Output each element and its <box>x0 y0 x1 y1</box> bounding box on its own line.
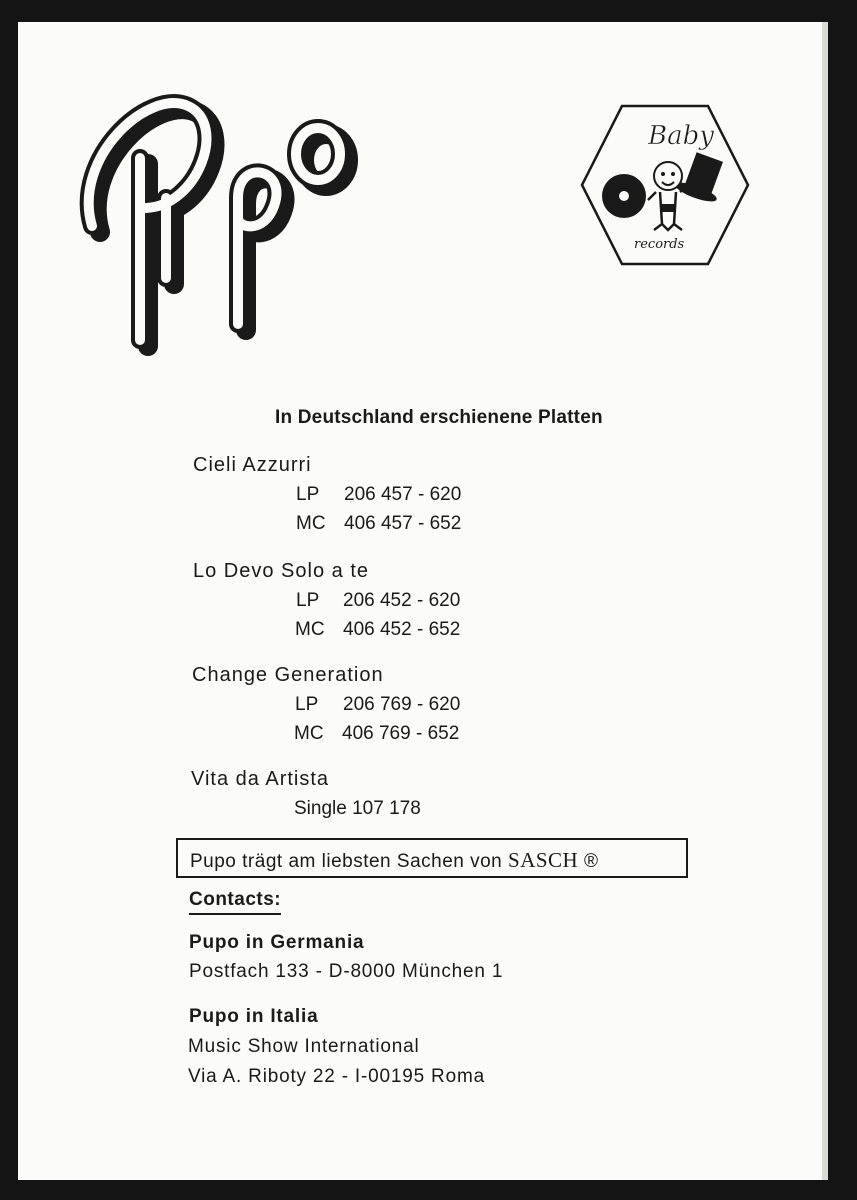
sponsor-brand: SASCH <box>508 848 579 872</box>
sponsor-text: Pupo trägt am liebsten Sachen von <box>190 851 503 872</box>
pupo-logo <box>78 88 358 358</box>
svg-text:Baby: Baby <box>648 121 714 151</box>
release-title: Cieli Azzurri <box>193 454 312 476</box>
italy-address: Via A. Riboty 22 - I-00195 Roma <box>188 1066 485 1087</box>
release-title: Lo Devo Solo a te <box>193 560 369 582</box>
release-title: Change Generation <box>192 664 384 686</box>
releases-heading: In Deutschland erschienene Platten <box>275 407 603 428</box>
catalog-number: 406 769 - 652 <box>342 723 460 744</box>
baby-records-logo <box>578 100 752 270</box>
format-mc: MC <box>296 513 326 534</box>
svg-text:records: records <box>634 237 685 252</box>
sponsor-box <box>176 838 688 878</box>
catalog-number: 206 769 - 620 <box>343 694 461 715</box>
catalog-number: 206 452 - 620 <box>343 590 461 611</box>
format-lp: LP <box>295 694 319 715</box>
catalog-number: 406 457 - 652 <box>344 513 462 534</box>
contacts-heading: Contacts: <box>189 889 281 915</box>
italy-title: Pupo in Italia <box>189 1006 319 1027</box>
germany-address: Postfach 133 - D-8000 München 1 <box>189 961 504 982</box>
italy-company: Music Show International <box>188 1036 420 1057</box>
format-mc: MC <box>295 619 325 640</box>
germany-title: Pupo in Germania <box>189 932 365 953</box>
catalog-number: 206 457 - 620 <box>344 484 462 505</box>
format-lp: LP <box>296 484 320 505</box>
sponsor-line <box>190 848 599 873</box>
format-lp: LP <box>296 590 320 611</box>
registered-mark: ® <box>584 851 599 872</box>
format-mc: MC <box>294 723 324 744</box>
release-title: Vita da Artista <box>191 768 330 790</box>
single-number: Single 107 178 <box>294 798 421 819</box>
catalog-number: 406 452 - 652 <box>343 619 461 640</box>
